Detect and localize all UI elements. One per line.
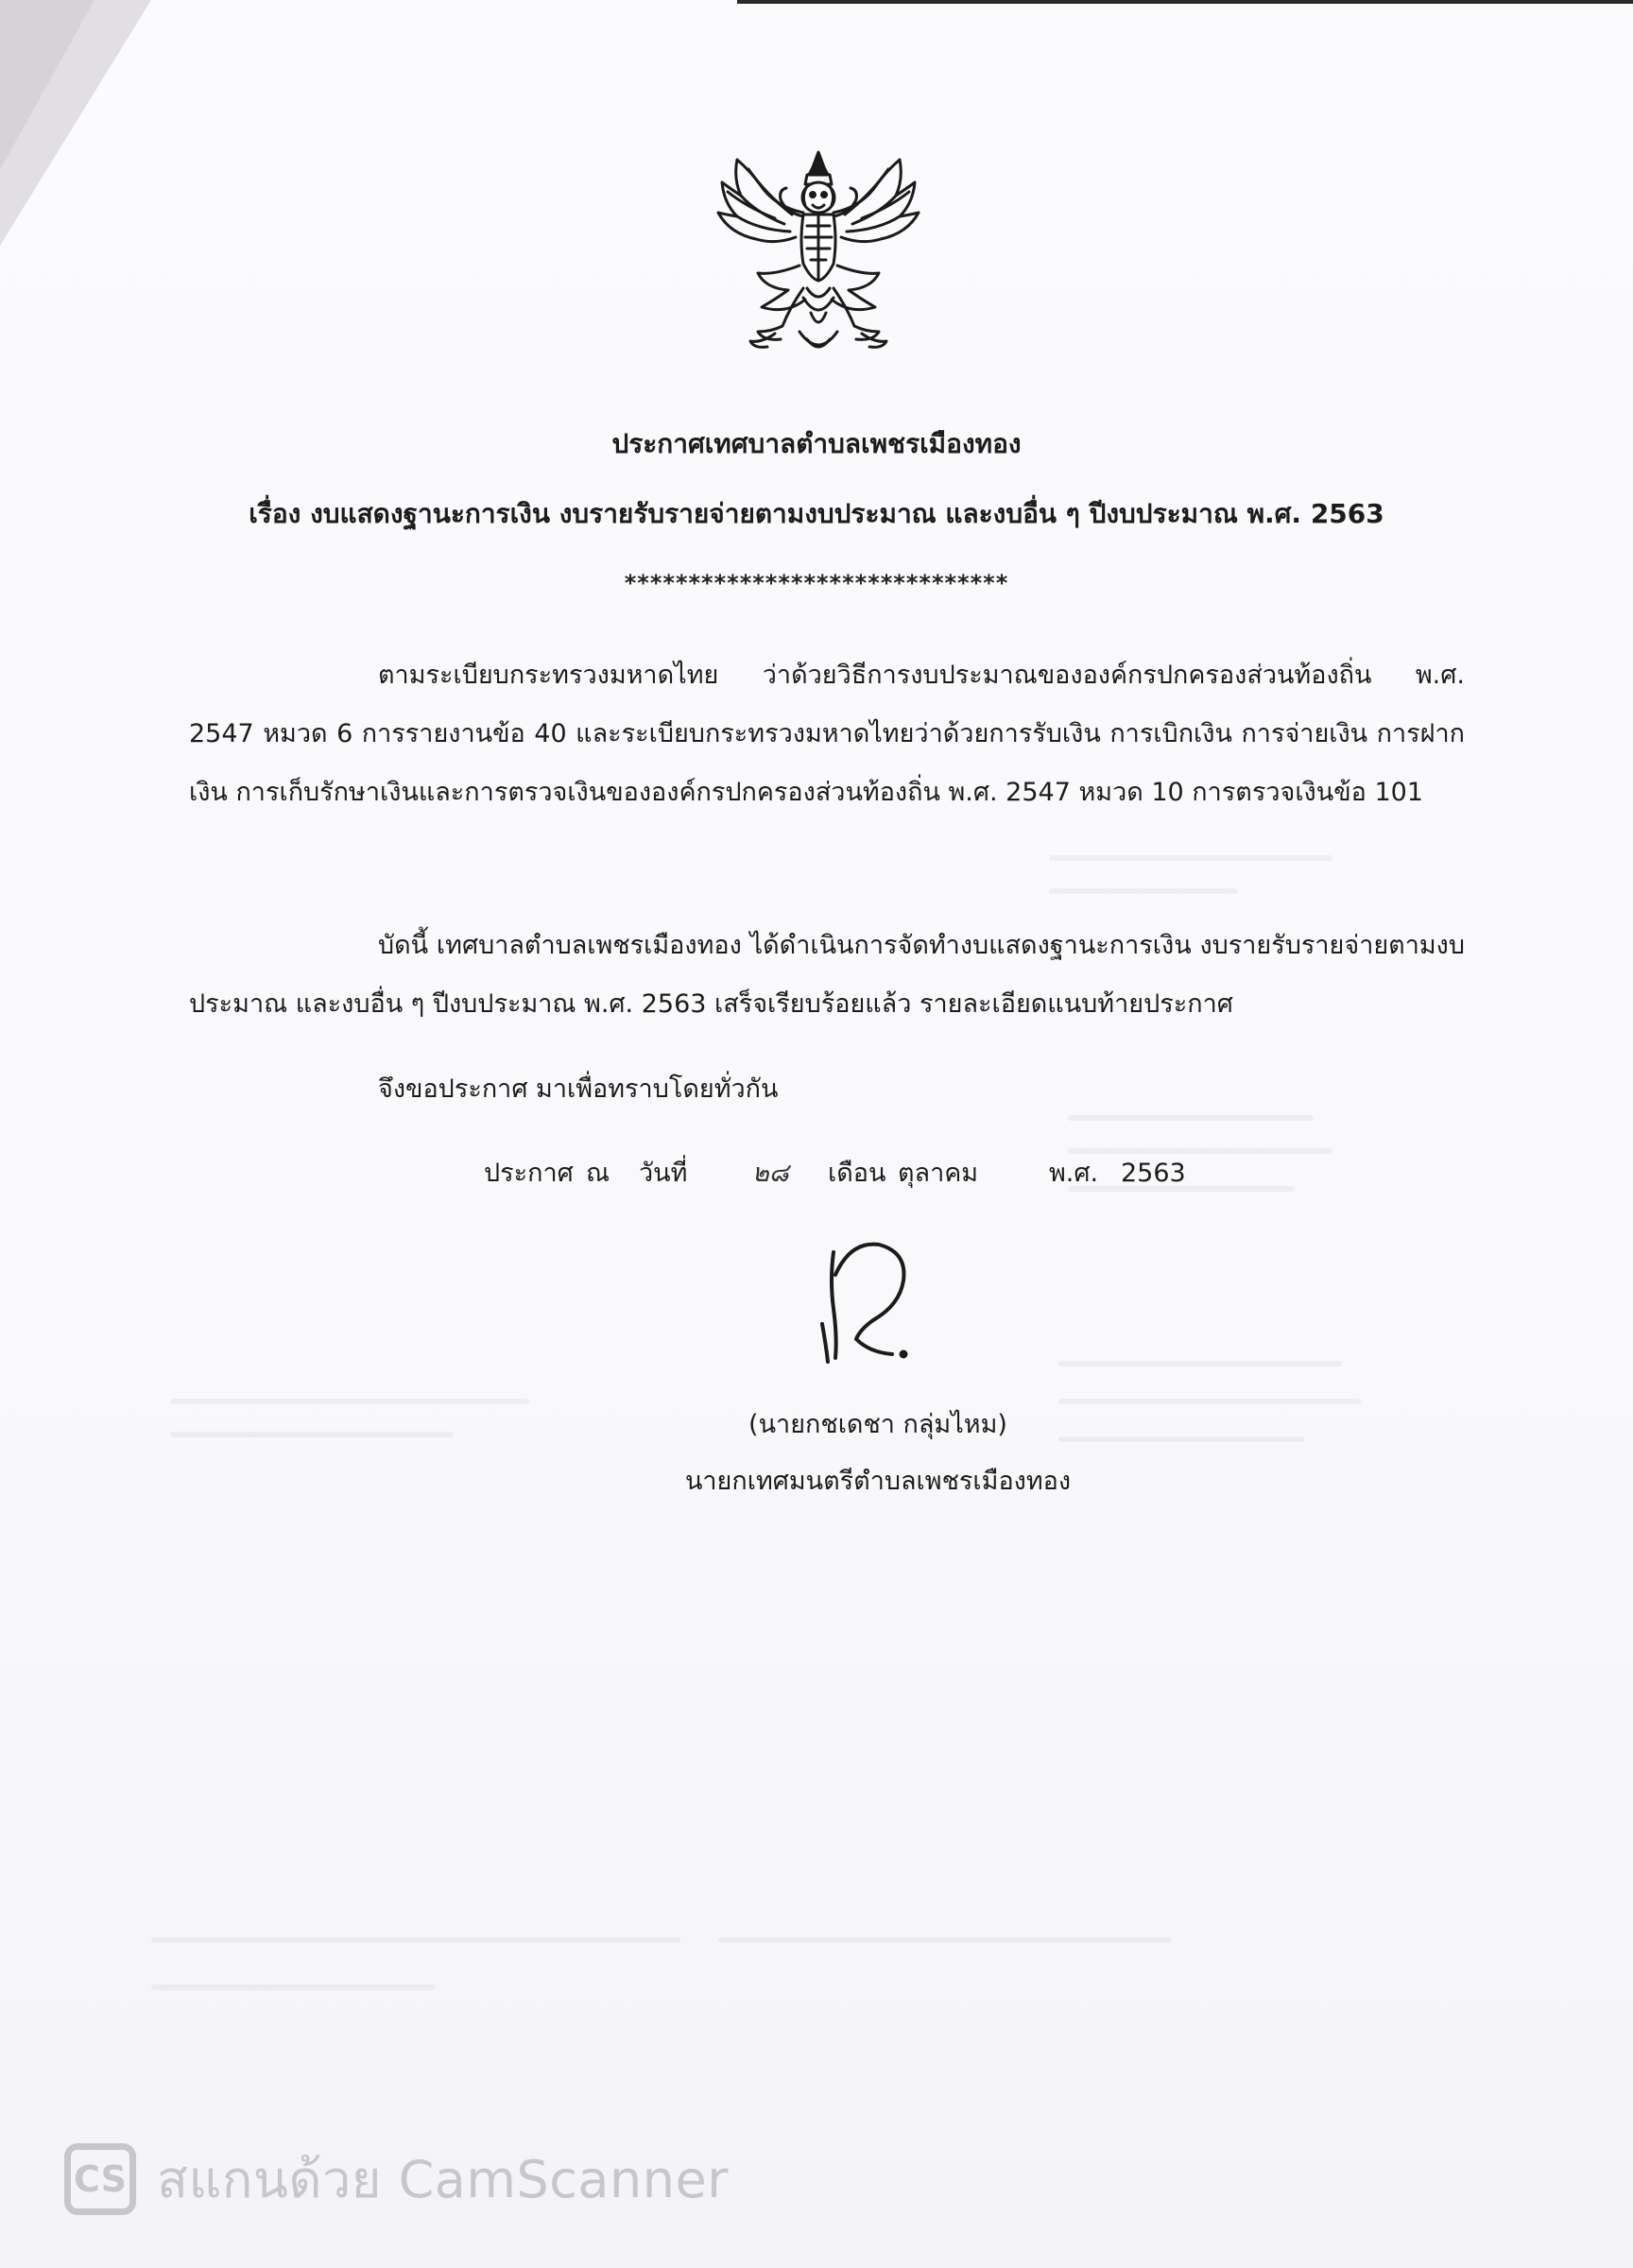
camscanner-logo-icon: CS (64, 2143, 136, 2215)
show-through-mark (1049, 855, 1332, 861)
announcement-title: ประกาศเทศบาลตำบลเพชรเมืองทอง (611, 428, 1022, 459)
show-through-mark (1068, 1115, 1314, 1121)
date-month: ตุลาคม (898, 1159, 979, 1188)
show-through-mark (170, 1399, 529, 1404)
date-era: พ.ศ. (1049, 1159, 1099, 1188)
date-day: ๒๘ (752, 1159, 789, 1188)
garuda-emblem-icon (709, 146, 928, 364)
date-year: 2563 (1121, 1159, 1186, 1188)
date-na: ณ (586, 1159, 610, 1188)
announcement-subject: เรื่อง งบแสดงฐานะการเงิน งบรายรับรายจ่ายตามงบประมาณ และงบอื่น ๆ ปีงบประมาณ พ.ศ. 2563 (249, 498, 1384, 529)
closing-statement: จึงขอประกาศ มาเพื่อทราบโดยทั่วกัน (378, 1074, 779, 1104)
date-day-label: วันที่ (639, 1159, 688, 1188)
separator-line: ****************************** (624, 570, 1009, 596)
scanner-edge (737, 0, 1633, 4)
page-curl-shadow-inner (0, 0, 95, 170)
signer-title: นายกเทศมนตรีตำบลเพชรเมืองทอง (684, 1467, 1072, 1496)
show-through-mark (1058, 1361, 1342, 1366)
show-through-mark (1058, 1399, 1361, 1404)
body-paragraph-1: ตามระเบียบกระทรวงมหาดไทย ว่าด้วยวิธีการงบประมาณขององค์กรปกครองส่วนท้องถิ่น พ.ศ. 2547 หมวด 6 การรายงานข้อ 40 และระเบียบกระทรวงมหาดไทยว่าด้วยการรับเงิน การเบิกเงิน การจ่ายเงิน การฝากเงิน การเก็บรักษาเงินและการตรวจเงินขององค์กรปกครองส่วนท้องถิ่น พ.ศ. 2547 หมวด 10 การตรวจเงินข้อ 101 (189, 661, 1465, 807)
signer-name: (นายกชเดชา กลุ่มไหม) (748, 1410, 1007, 1439)
announcement-date (484, 1155, 1186, 1193)
show-through-mark (1068, 1148, 1332, 1154)
body-paragraph-2: บัดนี้ เทศบาลตำบลเพชรเมืองทอง ได้ดำเนินการจัดทำงบแสดงฐานะการเงิน งบรายรับรายจ่ายตามงบประมาณ และงบอื่น ๆ ปีงบประมาณ พ.ศ. 2563 เสร็จเรียบร้อยแล้ว รายละเอียดแนบท้ายประกาศ (189, 931, 1465, 1019)
signature-image (813, 1233, 945, 1375)
camscanner-text: สแกนด้วย CamScanner (157, 2150, 729, 2209)
camscanner-watermark (64, 2141, 729, 2217)
show-through-mark (151, 1937, 680, 1943)
show-through-mark (151, 1984, 435, 1990)
date-label: ประกาศ (484, 1159, 574, 1188)
show-through-mark (718, 1937, 1172, 1943)
date-month-label: เดือน (828, 1159, 886, 1188)
show-through-mark (1049, 888, 1238, 894)
